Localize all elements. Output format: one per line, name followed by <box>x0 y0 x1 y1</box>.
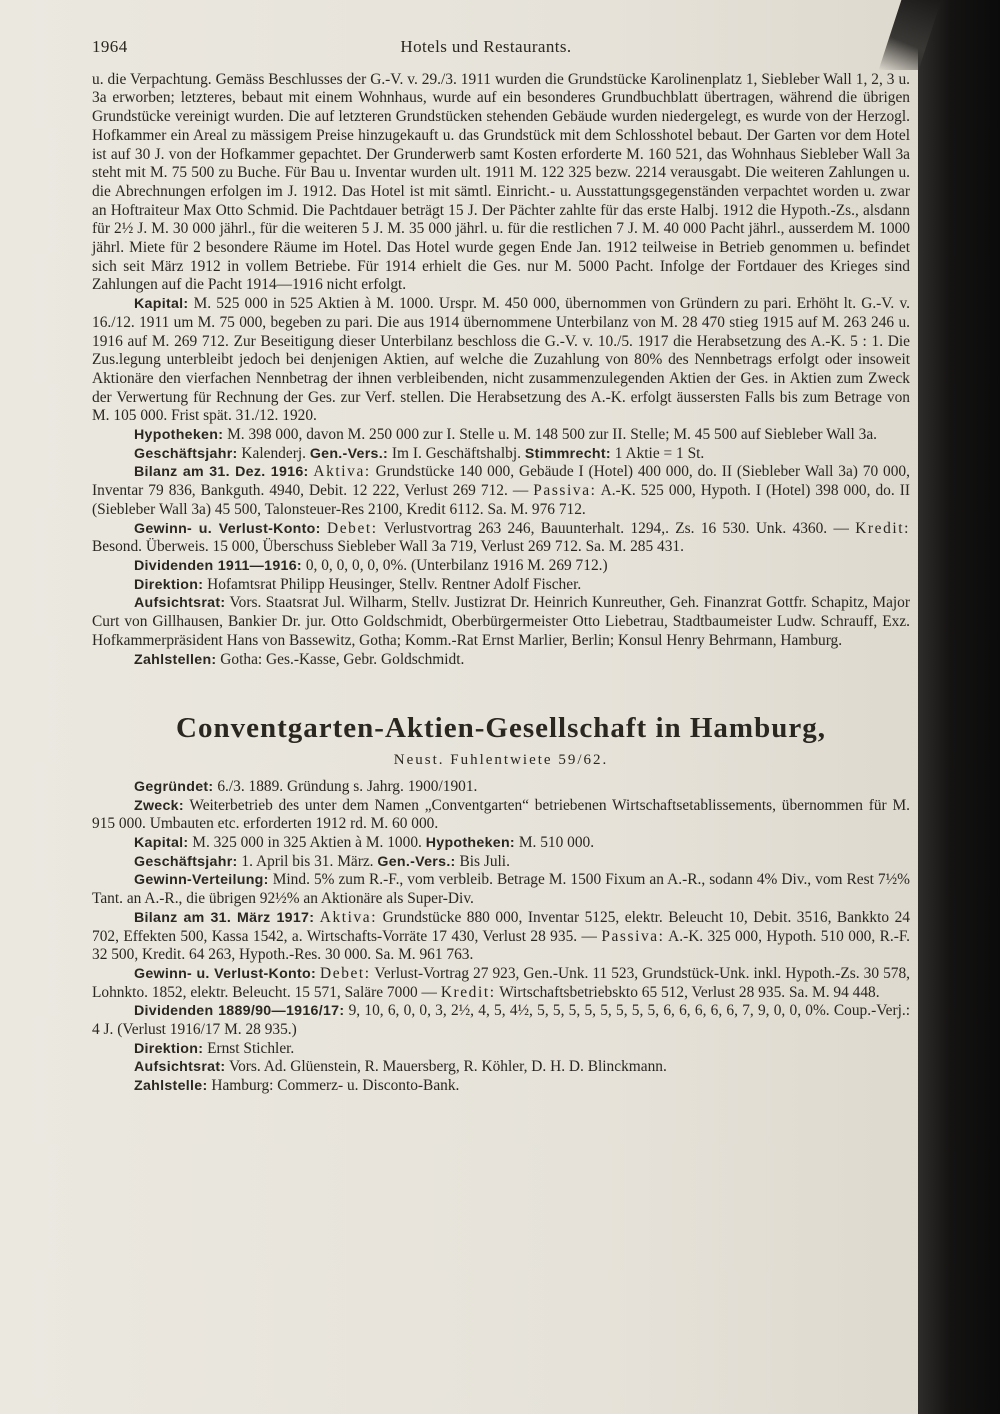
bilanz-paragraph <box>92 909 910 965</box>
geschaeftsjahr-paragraph <box>92 445 910 464</box>
aufsichtsrat-label: Aufsichtsrat: <box>134 595 226 612</box>
company-title: Conventgarten-Aktien-Gesellschaft in Hamburg, <box>176 712 826 745</box>
guv-kredit: Besond. Überweis. 15 000, Überschuss Siebleber Wall 3a 719, Verlust 269 712. Sa. M. 285 431. <box>92 538 684 556</box>
guv-label: Gewinn- u. Verlust-Konto: <box>134 520 321 537</box>
zahlstelle-paragraph <box>92 1077 910 1096</box>
dividenden-paragraph <box>92 557 910 576</box>
direktion-text: Ernst Stichler. <box>207 1039 295 1057</box>
aufsichtsrat-text: Vors. Ad. Glüenstein, R. Mauersberg, R. Köhler, D. H. D. Blinckmann. <box>228 1058 667 1076</box>
running-header <box>92 38 910 57</box>
bilanz-aktiva: Grundstücke 880 000, Inventar 5125, elektr. Beleucht 10, Debit. 3516, Bankkto 24 702, Effekten 500, Kassa 1542, a. Wirtschafts-Vorräte 17 430, Verlust 28 935. — <box>92 908 910 945</box>
aufsichtsrat-label: Aufsichtsrat: <box>134 1059 226 1076</box>
running-title: Hotels und Restaurants. <box>400 37 572 56</box>
kapital-label: Kapital: <box>134 296 189 313</box>
debet-word: Debet: <box>320 964 371 982</box>
kredit-word: Kredit: <box>440 983 496 1001</box>
guv-debet: Verlustvortrag 263 246, Bauunterhalt. 1294,. Zs. 16 530. Unk. 4360. — <box>383 519 849 537</box>
kapital-text: M. 325 000 in 325 Aktien à M. 1000. <box>192 834 422 852</box>
guv-debet: Verlust-Vortrag 27 923, Gen.-Unk. 11 523, Grundstück-Unk. inkl. Hypoth.-Zs. 30 578, Lohnkto. 1852, elektr. Beleucht. 15 571, Saläre 7000 — <box>92 964 910 1001</box>
bilanz-passiva: A.-K. 325 000, Hypoth. 510 000, R.-F. 32 500, Kredit. 64 263, Hypoth.-Res. 30 000. Sa. M. 961 763. <box>92 927 910 964</box>
gegruendet-text: 6./3. 1889. Gründung s. Jahrg. 1900/1901. <box>217 777 478 795</box>
direktion-text: Hofamtsrat Philipp Heusinger, Stellv. Rentner Adolf Fischer. <box>207 575 582 593</box>
dark-page-edge <box>918 0 1000 1414</box>
hypotheken-paragraph <box>92 426 910 445</box>
stimmrecht-text: 1 Aktie = 1 St. <box>614 444 705 462</box>
kredit-word: Kredit: <box>855 519 911 537</box>
dividenden-text: 9, 10, 6, 0, 0, 3, 2½, 4, 5, 4½, 5, 5, 5, 5, 5, 5, 5, 5, 6, 6, 6, 6, 6, 7, 9, 0, 0, 0%. Coup.-Verj.: 4 J. (Verlust 1916/17 M. 28 935.) <box>92 1002 910 1039</box>
hypotheken-label: Hypotheken: <box>425 835 515 852</box>
schlosshotel-entry <box>92 71 910 670</box>
guv-kredit: Wirtschaftsbetriebskto 65 512, Verlust 28 935. Sa. M. 94 448. <box>499 983 880 1001</box>
dividenden-paragraph <box>92 1002 910 1039</box>
kapital-paragraph <box>92 834 910 853</box>
gewinnverteilung-label: Gewinn-Verteilung: <box>134 872 269 889</box>
genvers-text: Bis Juli. <box>459 852 510 870</box>
bilanz-passiva: A.-K. 525 000, Hypoth. I (Hotel) 398 000, do. II (Siebleber Wall 3a) 45 500, Talonsteuer-Res 2100, Kredit 6112. Sa. M. 976 712. <box>92 482 910 518</box>
intro-paragraph: u. die Verpachtung. Gemäss Beschlusses der G.-V. v. 29./3. 1911 wurden die Grundstücke Karolinenplatz 1, Siebleber Wall 1, 2, 3 u. 3a erworben; letzteres, bebaut mit einem Wohnhaus, wurde auf ein besonderes Grundbuchblatt übertragen, während die übrigen Grundstücke vereinigt wurden. Die auf letzteren Grundstücken stehenden Gebäude wurden niedergelegt, es wurde von der Herzogl. Hofkammer ein Areal zu mässigem Preise hinzugekauft u. das Grundstück mit dem Schlosshotel bebaut. Der Garten vor dem Hotel ist auf 30 J. von der Hofkammer gepachtet. Der Grunderwerb samt Kosten erforderte M. 160 521, das Wohnhaus Siebleber Wall 3a steht mit M. 75 500 zu Buche. Für Bau u. Inventar wurden ult. 1911 M. 122 325 bezw. 2214 verausgabt. Die weiteren Zahlungen u. die Abrechnungen erfolgen im J. 1912. Das Hotel ist mit sämtl. Einricht.- u. Ausstattungsgegenständen verpachtet worden u. zwar an Hoftraiteur Max Otto Schmid. Die Pachtdauer beträgt 15 J. Der Pächter zahlte für das erste Halbj. 1912 die Hypoth.-Zs., alsdann für 2½ J. M. 30 000 jährl., für die weiteren 5 J. M. 35 000 jährl. u. für die restlichen 7 J. M. 40 000 Pacht jährl., ausserdem M. 1000 jährl. Miete für 2 besondere Räume im Hotel. Das Hotel wurde gegen Ende Jan. 1912 teilweise in Betrieb genommen u. befindet sich seit März 1912 in vollem Betriebe. Für 1914 erhielt die Ges. nur M. 5000 Pacht. Infolge der Fortdauer des Krieges sind Zahlungen auf die Pacht 1914—1916 nicht erfolgt. <box>92 70 910 294</box>
aktiva-word: Aktiva: <box>319 908 378 926</box>
page-content <box>92 38 910 1096</box>
gegruendet-paragraph <box>92 778 910 797</box>
debet-word: Debet: <box>327 519 378 537</box>
zahlstellen-text: Gotha: Ges.-Kasse, Gebr. Goldschmidt. <box>220 650 465 668</box>
hypotheken-text: M. 398 000, davon M. 250 000 zur I. Stelle u. M. 148 500 zur II. Stelle; M. 45 500 auf Siebleber Wall 3a. <box>227 426 878 444</box>
passiva-word: Passiva: <box>533 482 597 500</box>
genvers-label: Gen.-Vers.: <box>309 445 389 462</box>
direktion-paragraph <box>92 1040 910 1059</box>
geschaeftsjahr-text: Kalenderj. <box>241 444 306 462</box>
aufsichtsrat-paragraph <box>92 1058 910 1077</box>
kapital-label: Kapital: <box>134 835 189 852</box>
kapital-paragraph <box>92 295 910 426</box>
section-gap <box>92 669 910 705</box>
direktion-label: Direktion: <box>134 1040 204 1057</box>
gewinnverteilung-paragraph <box>92 871 910 908</box>
geschaeftsjahr-paragraph <box>92 853 910 872</box>
zweck-paragraph <box>92 797 910 834</box>
bilanz-aktiva: Grundstücke 140 000, Gebäude I (Hotel) 400 000, do. II (Siebleber Wall 3a) 70 000, Inventar 79 836, Bankguth. 4940, Debit. 12 222, Verlust 269 712. — <box>92 463 910 500</box>
gewinnverteilung-text: Mind. 5% zum R.-F., vom verbleib. Betrage M. 1500 Fixum an A.-R., sodann 4% Div., vom Rest 7½% Tant. an A.-R., die übrigen 92½% an Aktionäre als Super-Div. <box>92 871 910 908</box>
zahlstellen-paragraph <box>92 651 910 670</box>
zweck-text: Weiterbetrieb des unter dem Namen „Conventgarten“ betriebenen Wirtschaftsetablissements, übernommen für M. 915 000. Umbauten etc. erforderten 1912 rd. M. 60 000. <box>92 796 910 833</box>
guv-paragraph <box>92 520 910 557</box>
dividenden-text: 0, 0, 0, 0, 0, 0%. (Unterbilanz 1916 M. 269 712.) <box>305 556 608 574</box>
page-number: 1964 <box>92 37 128 56</box>
direktion-label: Direktion: <box>134 576 204 593</box>
bilanz-label: Bilanz am 31. Dez. 1916: <box>134 464 309 481</box>
guv-paragraph <box>92 965 910 1002</box>
stimmrecht-label: Stimmrecht: <box>524 445 611 462</box>
hypotheken-label: Hypotheken: <box>134 427 224 444</box>
company-address: Neust. Fuhlentwiete 59/62. <box>393 752 609 769</box>
geschaeftsjahr-label: Geschäftsjahr: <box>134 445 238 462</box>
zweck-label: Zweck: <box>134 797 184 814</box>
bilanz-paragraph <box>92 463 910 519</box>
gegruendet-label: Gegründet: <box>134 778 214 795</box>
aufsichtsrat-paragraph <box>92 594 910 650</box>
zahlstelle-text: Hamburg: Commerz- u. Disconto-Bank. <box>211 1077 460 1095</box>
geschaeftsjahr-text: 1. April bis 31. März. <box>241 852 374 870</box>
aufsichtsrat-text: Vors. Staatsrat Jul. Wilharm, Stellv. Justizrat Dr. Heinrich Kunreuther, Geh. Finanzrat Gottfr. Schapitz, Major Curt von Gillhausen, Bankier Dr. jur. Otto Goldschmidt, Oberbürgermeister Otto Liebetrau, Stadtbaumeister Ludw. Schrauff, Exz. Hofkammerpräsident Hans von Bassewitz, Gotha; Komm.-Rat Ernst Marlier, Berlin; Konsul Henry Behrmann, Hamburg. <box>92 594 911 649</box>
zahlstelle-label: Zahlstelle: <box>134 1078 208 1095</box>
hypotheken-text: M. 510 000. <box>518 834 595 852</box>
genvers-text: Im I. Geschäftshalbj. <box>391 444 521 462</box>
geschaeftsjahr-label: Geschäftsjahr: <box>134 853 238 870</box>
guv-label: Gewinn- u. Verlust-Konto: <box>134 965 317 982</box>
aktiva-word: Aktiva: <box>313 463 371 481</box>
kapital-text: M. 525 000 in 525 Aktien à M. 1000. Urspr. M. 450 000, übernommen von Gründern zu pari. Erhöht lt. G.-V. v. 16./12. 1911 um M. 75 000, begeben zu pari. Die aus 1914 übernommene Unterbilanz von M. 28 470 stieg 1915 auf M. 263 246 u. 1916 auf M. 269 712. Zur Beseitigung dieser Unterbilanz beschloss die G.-V. v. 10./5. 1917 die Herabsetzung des A.-K. 5 : 1. Die Zus.legung unterbleibt jedoch bei denjenigen Aktien, auf welche die Zuzahlung von 80% des Nennbetrags erfolgt oder insoweit Aktionäre den vierfachen Nennbetrag der ihnen verbleibenden, nicht zusammenzulegenden Aktien der Ges. in Aktien zum Zweck der Verwertung für Rechnung der Ges. zur Verf. stellen. Die Herabsetzung des A.-K. erfolgt äussersten Falls bis zum Betrage von M. 105 000. Frist spät. 31./12. 1920. <box>92 295 910 425</box>
dividenden-label: Dividenden 1911—1916: <box>134 557 302 574</box>
bilanz-label: Bilanz am 31. März 1917: <box>134 909 315 926</box>
dividenden-label: Dividenden 1889/90—1916/17: <box>134 1003 345 1020</box>
zahlstellen-label: Zahlstellen: <box>134 651 217 668</box>
passiva-word: Passiva: <box>601 927 665 945</box>
conventgarten-entry <box>92 711 910 1096</box>
genvers-label: Gen.-Vers.: <box>377 853 456 870</box>
direktion-paragraph <box>92 576 910 595</box>
